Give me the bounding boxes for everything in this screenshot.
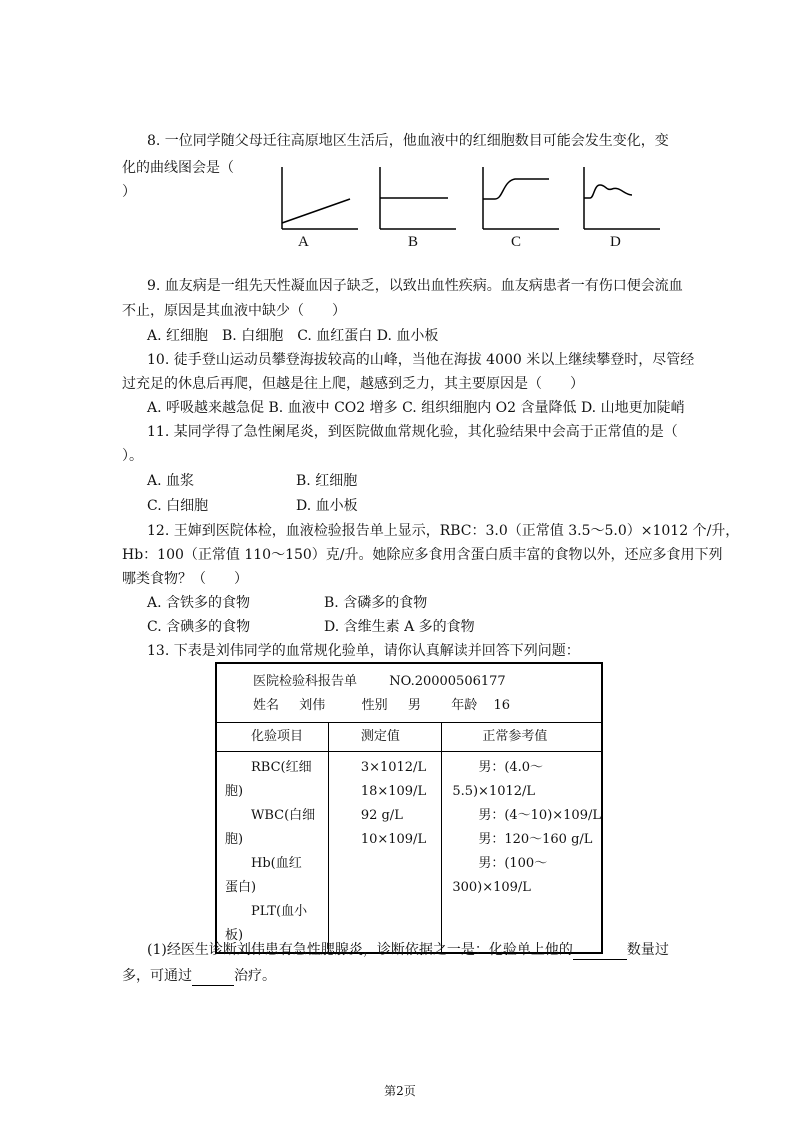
q13-intro: 13. 下表是刘伟同学的血常规化验单，请你认真解读并回答下列问题： <box>147 643 580 659</box>
page-footer: 第2页 <box>384 1084 416 1098</box>
q12-option-b: B. 含磷多的食物 <box>324 595 428 611</box>
q9-line-1: 9. 血友病是一组先天性凝血因子缺乏，以致出血性疾病。血友病患者一有伤口便会流血 <box>147 278 683 294</box>
answer-blank-2[interactable] <box>192 971 234 986</box>
graph-c <box>473 165 563 235</box>
col-header-item: 化验项目 <box>216 723 328 752</box>
item-line: PLT(血小 <box>251 904 308 919</box>
report-title: 医院检验科报告单 <box>253 674 358 689</box>
graph-d <box>574 165 664 235</box>
value-line: 18×109/L <box>360 784 427 799</box>
q11-option-c: C. 白细胞 <box>147 498 209 514</box>
q10-line-1: 10. 徒手登山运动员攀登海拔较高的山峰，当他在海拔 4000 米以上继续攀登时，尽管经 <box>147 352 695 368</box>
q12-line-1: 12. 王婶到医院体检，血液检验报告单上显示，RBC：3.0（正常值 3.5～5.0）×1012 个/升， <box>147 523 740 539</box>
patient-name: 刘伟 <box>299 698 326 713</box>
graph-label-a: A <box>298 234 309 250</box>
graph-a <box>270 165 360 235</box>
q8-line-2: 化的曲线图会是（ <box>122 160 234 176</box>
blood-report-table <box>215 662 603 954</box>
graph-label-c: C <box>511 234 522 250</box>
item-line: 胞) <box>225 784 244 799</box>
item-line: WBC(白细 <box>251 808 316 823</box>
q13-sub1-line-1: (1)经医生诊断刘伟患有急性腮腺炎，诊断依据之一是：化验单上他的 数量过 <box>147 942 669 958</box>
item-line: 胞) <box>225 832 244 847</box>
item-line: Hb(血红 <box>251 856 302 871</box>
report-header <box>216 663 602 723</box>
q11-option-a: A. 血浆 <box>147 473 195 489</box>
sex-label: 性别 <box>361 698 388 713</box>
reference-column <box>442 752 602 954</box>
q11-line-1: 11. 某同学得了急性阑尾炎，到医院做血常规化验，其化验结果中会高于正常值的是（ <box>147 424 678 440</box>
reference-line: 300)×109/L <box>452 880 531 895</box>
reference-line: 男：(4.0～ <box>478 760 544 775</box>
col-header-value: 测定值 <box>328 723 442 752</box>
reference-line: 男：(4～10)×109/L <box>478 808 601 823</box>
value-line: 92 g/L <box>360 808 403 823</box>
graph-label-d: D <box>610 234 621 250</box>
q12-option-c: C. 含碘多的食物 <box>147 619 251 635</box>
item-line: 板) <box>225 928 244 943</box>
q12-option-d: D. 含维生素 A 多的食物 <box>324 619 475 635</box>
q8-line-3: ） <box>122 184 136 200</box>
q12-option-a: A. 含铁多的食物 <box>147 595 251 611</box>
q13-sub1-line-2: 多，可通过 治疗。 <box>122 968 276 984</box>
q8-line-1: 8. 一位同学随父母迁往高原地区生活后，他血液中的红细胞数目可能会发生变化，变 <box>147 133 669 149</box>
item-line: RBC(红细 <box>251 760 312 775</box>
col-header-reference: 正常参考值 <box>442 723 602 752</box>
q12-line-3: 哪类食物？（ ） <box>122 571 248 587</box>
patient-age: 16 <box>493 698 511 713</box>
q10-options: A. 呼吸越来越急促 B. 血液中 CO2 增多 C. 组织细胞内 O2 含量降低 D. 山地更加陡峭 <box>147 400 685 416</box>
graph-b <box>370 165 460 235</box>
q11-line-2: ）。 <box>122 448 143 464</box>
value-line: 3×1012/L <box>360 760 427 775</box>
q9-line-2: 不止，原因是其血液中缺少（ ） <box>122 303 346 319</box>
reference-line: 5.5)×1012/L <box>452 784 536 799</box>
value-line: 10×109/L <box>360 832 427 847</box>
item-line: 蛋白) <box>225 880 257 895</box>
reference-line: 男：120～160 g/L <box>478 832 593 847</box>
q9-options: A. 红细胞 B. 白细胞 C. 血红蛋白 D. 血小板 <box>147 328 439 344</box>
values-column <box>328 752 442 954</box>
q12-line-2: Hb：100（正常值 110～150）克/升。她除应多食用含蛋白质丰富的食物以外，还应多食用下列 <box>122 547 723 563</box>
report-number: NO.20000506177 <box>389 674 506 689</box>
items-column <box>216 752 328 954</box>
patient-sex: 男 <box>407 698 421 713</box>
q11-option-b: B. 红细胞 <box>296 473 358 489</box>
name-label: 姓名 <box>253 698 280 713</box>
reference-line: 男：(100～ <box>478 856 548 871</box>
graph-label-b: B <box>408 234 419 250</box>
answer-blank-1[interactable] <box>573 945 627 960</box>
q11-option-d: D. 血小板 <box>296 498 358 514</box>
age-label: 年龄 <box>451 698 478 713</box>
q10-line-2: 过充足的休息后再爬，但越是往上爬，越感到乏力，其主要原因是（ ） <box>122 376 584 392</box>
